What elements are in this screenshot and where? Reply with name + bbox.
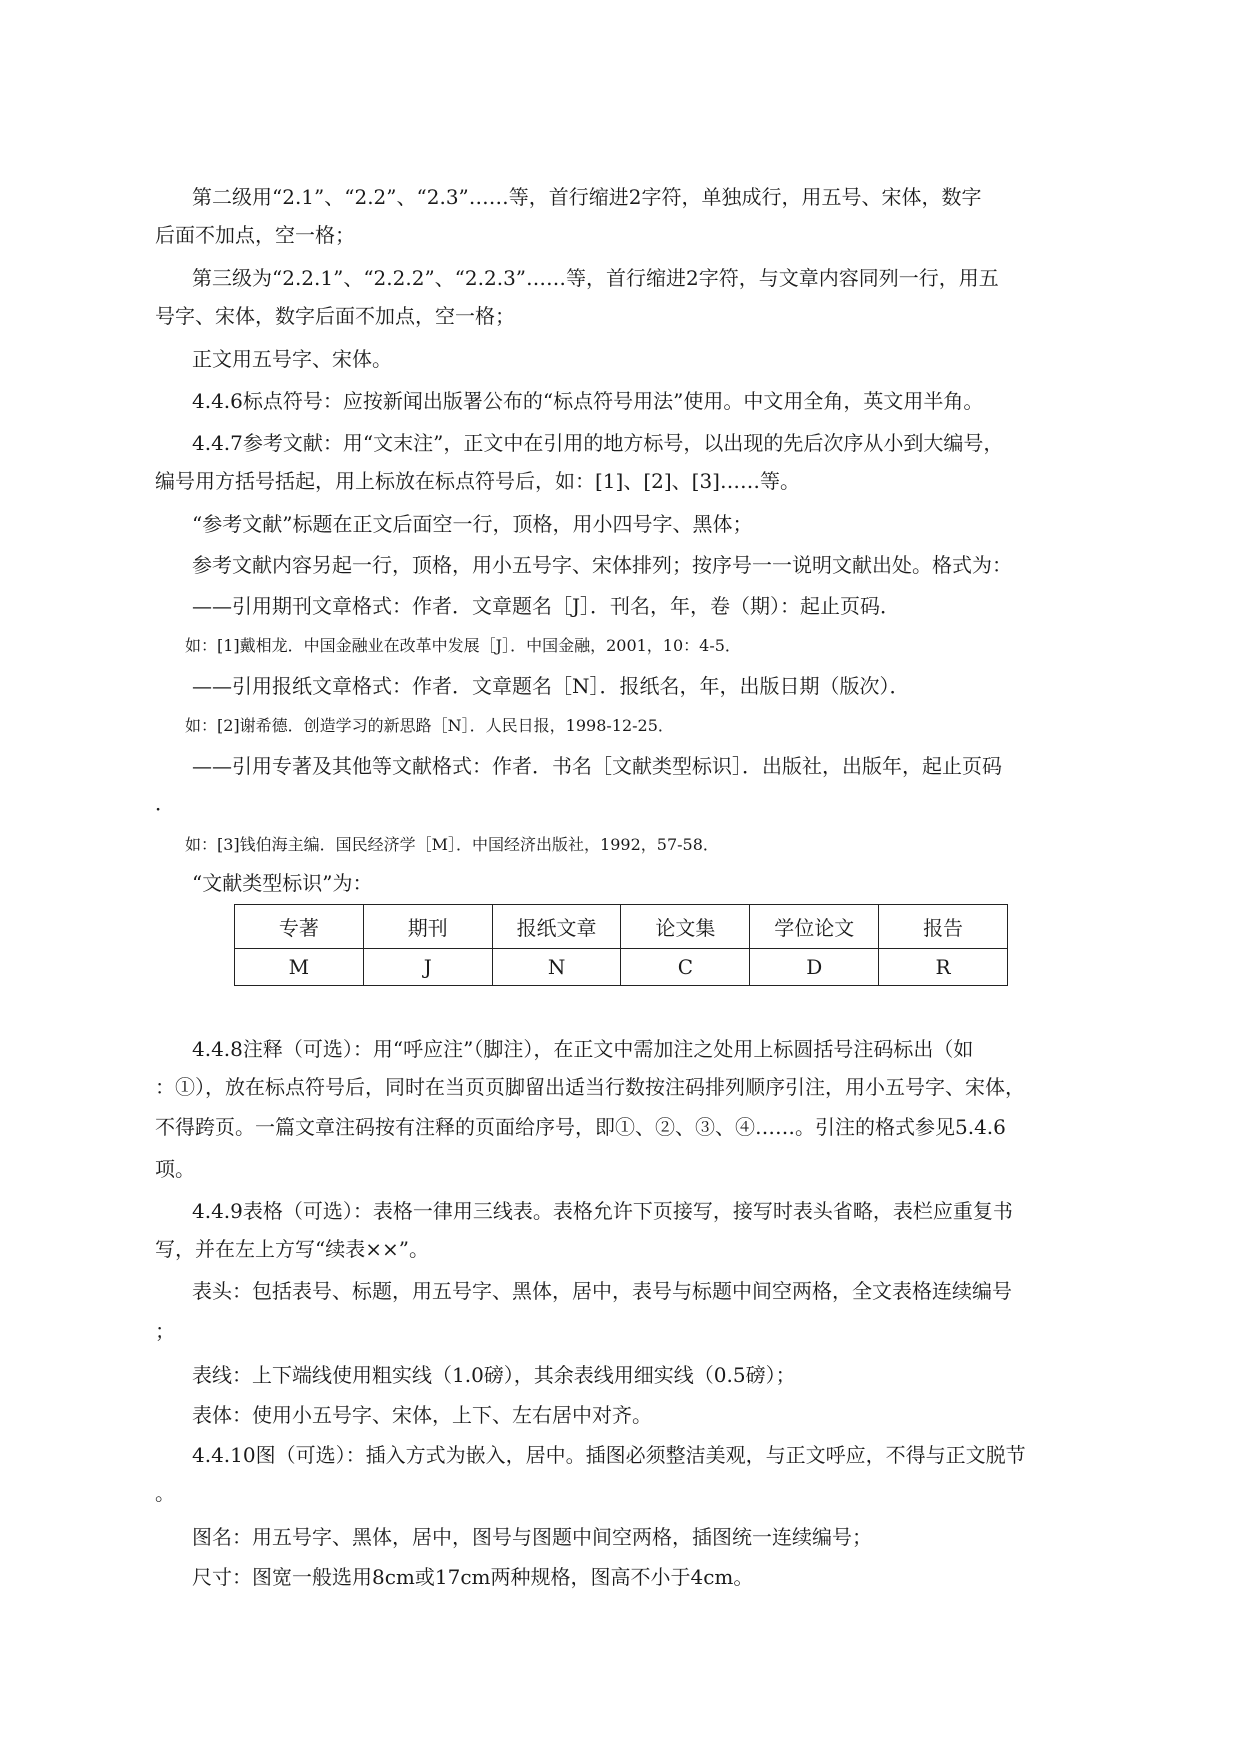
table-cell: 期刊	[363, 905, 492, 949]
paragraph-line: 尺寸：图宽一般选用8cm或17cm两种规格，图高不小于4cm。	[192, 1565, 754, 1589]
paragraph-line: 写，并在左上方写“续表××”。	[155, 1237, 429, 1261]
paragraph-line: 号字、宋体，数字后面不加点，空一格；	[155, 304, 515, 328]
paragraph-line: 不得跨页。一篇文章注码按有注释的页面给序号，即①、②、③、④……。引注的格式参见5.4.6	[155, 1115, 1006, 1139]
type-table-caption: “文献类型标识”为：	[192, 871, 373, 895]
paragraph-line: 正文用五号字、宋体。	[192, 347, 392, 371]
table-cell: C	[621, 949, 750, 986]
table-cell: 专著	[235, 905, 364, 949]
reference-example-3: 如：[3]钱伯海主编．国民经济学［M］．中国经济出版社，1992，57-58．	[185, 835, 719, 854]
paragraph-line: ．	[155, 791, 175, 815]
table-header-row	[235, 905, 1008, 949]
section-4-4-10: 4.4.10图（可选）：插入方式为嵌入，居中。插图必须整洁美观，与正文呼应，不得与正文脱节	[192, 1443, 1026, 1467]
paragraph-line: 项。	[155, 1157, 195, 1181]
table-row	[235, 949, 1008, 986]
paragraph-line: 第三级为“2.2.1”、“2.2.2”、“2.2.3”……等，首行缩进2字符，与文章内容同列一行，用五	[192, 266, 999, 290]
table-cell: M	[235, 949, 364, 986]
paragraph-line: 表线：上下端线使用粗实线（1.0磅），其余表线用细实线（0.5磅）；	[192, 1363, 796, 1387]
reference-example-2: 如：[2]谢希德．创造学习的新思路［N］．人民日报，1998-12-25．	[185, 716, 674, 735]
section-4-4-6: 4.4.6标点符号：应按新闻出版署公布的“标点符号用法”使用。中文用全角，英文用半角。	[192, 389, 984, 413]
paragraph-line: 第二级用“2.1”、“2.2”、“2.3”……等，首行缩进2字符，单独成行，用五号、宋体，数字	[192, 185, 982, 209]
table-cell: R	[879, 949, 1008, 986]
table-cell: J	[363, 949, 492, 986]
section-4-4-9: 4.4.9表格（可选）：表格一律用三线表。表格允许下页接写，接写时表头省略，表栏应重复书	[192, 1199, 1013, 1223]
reference-example-1: 如：[1]戴相龙．中国金融业在改革中发展［J］．中国金融，2001，10：4-5．	[185, 636, 741, 655]
paragraph-line: 参考文献内容另起一行，顶格，用小五号字、宋体排列；按序号一一说明文献出处。格式为：	[192, 553, 1012, 577]
reference-format-book: ——引用专著及其他等文献格式：作者．书名［文献类型标识］．出版社，出版年，起止页码	[192, 754, 1002, 778]
paragraph-line: 。	[155, 1481, 175, 1505]
document-type-table	[234, 904, 1008, 986]
reference-format-newspaper: ——引用报纸文章格式：作者．文章题名［N］．报纸名，年，出版日期（版次）．	[192, 674, 910, 698]
paragraph-line: ；	[155, 1319, 175, 1343]
paragraph-line: ：①），放在标点符号后，同时在当页页脚留出适当行数按注码排列顺序引注，用小五号字、宋体，	[155, 1075, 1025, 1099]
table-cell: 报纸文章	[492, 905, 621, 949]
reference-format-journal: ——引用期刊文章格式：作者．文章题名［J］．刊名，年，卷（期）：起止页码．	[192, 594, 901, 618]
paragraph-line: 编号用方括号括起，用上标放在标点符号后，如：[1]、[2]、[3]……等。	[155, 469, 800, 493]
table-cell: 学位论文	[750, 905, 879, 949]
paragraph-line: 后面不加点，空一格；	[155, 223, 355, 247]
section-4-4-7: 4.4.7参考文献：用“文末注”，正文中在引用的地方标号，以出现的先后次序从小到大编号，	[192, 431, 1004, 455]
table-cell: N	[492, 949, 621, 986]
table-cell: D	[750, 949, 879, 986]
paragraph-line: 表头：包括表号、标题，用五号字、黑体，居中，表号与标题中间空两格，全文表格连续编号	[192, 1279, 1012, 1303]
section-4-4-8: 4.4.8注释（可选）：用“呼应注”（脚注），在正文中需加注之处用上标圆括号注码标出（如	[192, 1037, 974, 1061]
paragraph-line: 表体：使用小五号字、宋体，上下、左右居中对齐。	[192, 1403, 652, 1427]
table-cell: 论文集	[621, 905, 750, 949]
paragraph-line: 图名：用五号字、黑体，居中，图号与图题中间空两格，插图统一连续编号；	[192, 1525, 872, 1549]
table-cell: 报告	[879, 905, 1008, 949]
paragraph-line: “参考文献”标题在正文后面空一行，顶格，用小四号字、黑体；	[192, 512, 753, 536]
